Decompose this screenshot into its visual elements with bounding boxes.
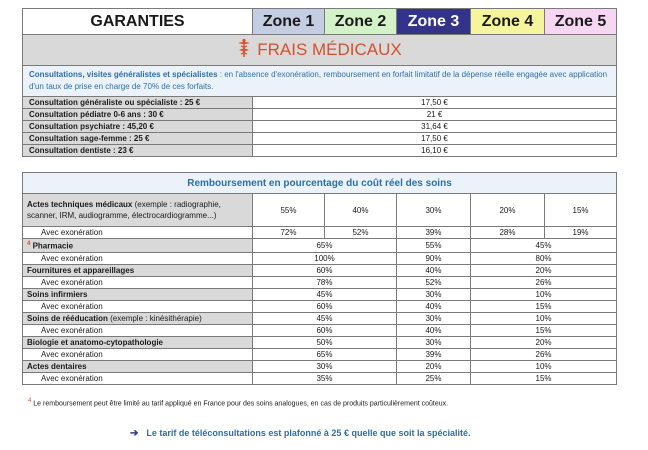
category-zones-1-2: 60% (253, 264, 397, 276)
category-zones-4-5: 20% (471, 336, 617, 348)
actes-tech-row (23, 194, 617, 227)
consult-intro-row (23, 66, 617, 97)
category-exo-row (23, 276, 617, 288)
consult-value: 17,50 € (253, 97, 617, 109)
consult-row (23, 109, 617, 121)
consult-value: 31,64 € (253, 121, 617, 133)
category-exo-row (23, 252, 617, 264)
category-name: Biologie et anatomo-cytopathologie (27, 337, 164, 347)
category-zone-3: 40% (397, 264, 471, 276)
zone-5-header: Zone 5 (545, 9, 617, 35)
reimbursement-title: Remboursement en pourcentage du coût réel des soins (23, 173, 617, 194)
actes-tech-zone-4: 20% (471, 194, 545, 227)
category-label (23, 312, 253, 324)
category-zones-4-5: 10% (471, 312, 617, 324)
consult-label: Consultation généraliste ou spécialiste : 25 € (23, 97, 253, 109)
category-exo-zones-4-5: 80% (471, 252, 617, 264)
footnote (28, 398, 448, 407)
zone-3-header: Zone 3 (397, 9, 471, 35)
category-zones-4-5: 10% (471, 288, 617, 300)
category-exo-row (23, 372, 617, 384)
header-row (23, 9, 617, 35)
exo-label: Avec exonération (23, 324, 253, 336)
consult-intro-bold: Consultations, visites généralistes et spécialistes (29, 70, 218, 79)
category-zones-1-2: 65% (253, 239, 397, 253)
category-label (23, 336, 253, 348)
consult-label: Consultation dentiste : 23 € (23, 145, 253, 157)
exo-label: Avec exonération (23, 227, 253, 239)
category-name: Soins infirmiers (27, 289, 88, 299)
category-zones-1-2: 45% (253, 312, 397, 324)
exo-label: Avec exonération (23, 372, 253, 384)
category-exo-zone-3: 25% (397, 372, 471, 384)
category-exo-zones-1-2: 60% (253, 300, 397, 312)
category-label (23, 360, 253, 372)
category-exo-zones-1-2: 60% (253, 324, 397, 336)
actes-tech-exo-zone-4: 28% (471, 227, 545, 239)
category-zone-3: 30% (397, 312, 471, 324)
category-name: Soins de rééducation (27, 313, 108, 323)
category-zones-1-2: 30% (253, 360, 397, 372)
category-row (23, 264, 617, 276)
actes-tech-exo-zone-3: 39% (397, 227, 471, 239)
zone-4-header: Zone 4 (471, 9, 545, 35)
category-row (23, 288, 617, 300)
consult-row (23, 145, 617, 157)
category-name: Pharmacie (32, 241, 74, 251)
category-exo-zone-3: 39% (397, 348, 471, 360)
exo-label: Avec exonération (23, 300, 253, 312)
actes-tech-label-note: (exemple : radiographie, scanner, IRM, audiogramme, électrocardiogramme...) (27, 200, 221, 220)
garanties-table (22, 8, 617, 157)
category-zone-3: 30% (397, 288, 471, 300)
category-zones-4-5: 10% (471, 360, 617, 372)
consult-row (23, 97, 617, 109)
actes-tech-label-bold: Actes techniques médicaux (27, 200, 133, 209)
category-zone-3: 30% (397, 336, 471, 348)
category-zone-3: 55% (397, 239, 471, 253)
category-exo-row (23, 300, 617, 312)
teleconsultation-note (130, 428, 470, 439)
consult-value: 21 € (253, 109, 617, 121)
consult-intro (23, 66, 617, 97)
category-exo-zones-4-5: 26% (471, 348, 617, 360)
category-exo-zones-4-5: 26% (471, 276, 617, 288)
reimbursement-table (22, 172, 617, 385)
consult-row (23, 133, 617, 145)
consult-label: Consultation pédiatre 0-6 ans : 30 € (23, 109, 253, 121)
category-exo-zones-1-2: 65% (253, 348, 397, 360)
category-row (23, 336, 617, 348)
category-label (23, 239, 253, 253)
category-exo-zone-3: 40% (397, 324, 471, 336)
section-title-row (23, 35, 617, 66)
actes-tech-zone-2: 40% (325, 194, 397, 227)
actes-tech-zone-5: 15% (545, 194, 617, 227)
exo-label: Avec exonération (23, 276, 253, 288)
section-title-text: FRAIS MÉDICAUX (257, 39, 402, 59)
consult-row (23, 121, 617, 133)
garanties-header: GARANTIES (23, 9, 253, 35)
category-label (23, 288, 253, 300)
category-exo-row (23, 324, 617, 336)
category-row (23, 312, 617, 324)
actes-tech-exo-zone-1: 72% (253, 227, 325, 239)
footnote-text: Le remboursement peut être limité au tarif appliqué en France pour des soins analogues, en cas de produits particulièrement coûteux. (31, 400, 449, 408)
actes-tech-exo-row (23, 227, 617, 239)
category-exo-zones-4-5: 15% (471, 324, 617, 336)
category-exo-zones-1-2: 35% (253, 372, 397, 384)
consult-value: 17,50 € (253, 133, 617, 145)
caduceus-icon (237, 38, 251, 63)
category-row (23, 360, 617, 372)
zone-1-header: Zone 1 (253, 9, 325, 35)
category-groups (23, 239, 617, 385)
consult-value: 16,10 € (253, 145, 617, 157)
category-exo-zones-1-2: 100% (253, 252, 397, 264)
actes-tech-exo-zone-5: 19% (545, 227, 617, 239)
category-name: Actes dentaires (27, 361, 87, 371)
exo-label: Avec exonération (23, 252, 253, 264)
category-zones-4-5: 20% (471, 264, 617, 276)
category-exo-zones-4-5: 15% (471, 372, 617, 384)
footnote-mark: 4 (28, 398, 32, 404)
category-name: Fournitures et appareillages (27, 265, 135, 275)
category-label (23, 264, 253, 276)
category-zones-1-2: 45% (253, 288, 397, 300)
category-zones-1-2: 50% (253, 336, 397, 348)
category-exo-zone-3: 90% (397, 252, 471, 264)
reimbursement-title-row (23, 173, 617, 194)
actes-tech-label (23, 194, 253, 227)
zone-2-header: Zone 2 (325, 9, 397, 35)
category-exo-row (23, 348, 617, 360)
consult-label: Consultation sage-femme : 25 € (23, 133, 253, 145)
category-exo-zones-4-5: 15% (471, 300, 617, 312)
category-zones-4-5: 45% (471, 239, 617, 253)
category-note: (exemple : kinésithérapie) (107, 313, 202, 323)
category-footnote-mark: 4 (27, 241, 31, 247)
exo-label: Avec exonération (23, 348, 253, 360)
category-exo-zones-1-2: 78% (253, 276, 397, 288)
actes-tech-exo-zone-2: 52% (325, 227, 397, 239)
actes-tech-zone-3: 30% (397, 194, 471, 227)
section-title (23, 35, 617, 66)
consult-label: Consultation psychiatre : 45,20 € (23, 121, 253, 133)
teleconsultation-text: Le tarif de téléconsultations est plafonné à 25 € quelle que soit la spécialité. (146, 428, 471, 438)
actes-tech-zone-1: 55% (253, 194, 325, 227)
category-exo-zone-3: 52% (397, 276, 471, 288)
category-zone-3: 20% (397, 360, 471, 372)
category-row (23, 239, 617, 253)
consult-intro-text: : en l'absence d'exonération, remboursement en forfait limitatif de la dépense réelle engagée avec application d'un taux de prise en charge de 70% de ces forfaits. (29, 70, 608, 91)
arrow-right-icon: ➔ (130, 428, 139, 439)
category-exo-zone-3: 40% (397, 300, 471, 312)
